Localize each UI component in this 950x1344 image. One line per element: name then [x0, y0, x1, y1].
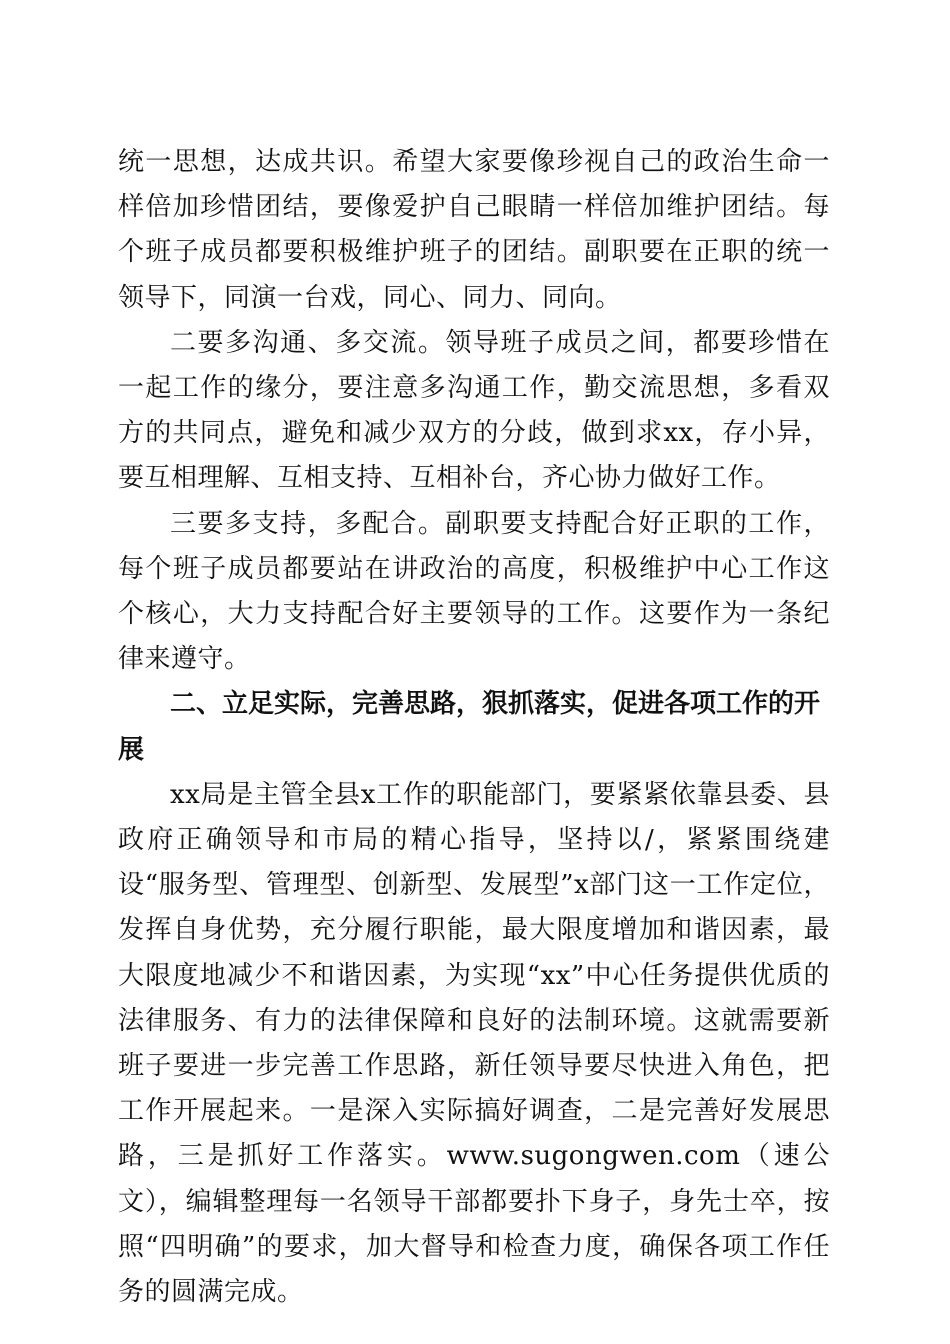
paragraph-communication: 二要多沟通、多交流。领导班子成员之间，都要珍惜在一起工作的缘分，要注意多沟通工作，勤交流思想，多看双方的共同点，避免和减少双方的分歧，做到求xx，存小异，要互相理解、互相支持、互相补台，齐心协力做好工作。	[118, 327, 830, 494]
document-body	[118, 140, 830, 1315]
paragraph-work-plan: xx局是主管全县x工作的职能部门，要紧紧依靠县委、县政府正确领导和市局的精心指导，坚持以/，紧紧围绕建设“服务型、管理型、创新型、发展型”x部门这一工作定位，发挥自身优势，充分履行职能，最大限度增加和谐因素，最大限度地减少不和谐因素，为实现“xx”中心任务提供优质的法律服务、有力的法律保障和良好的法制环境。这就需要新班子要进一步完善工作思路，新任领导要尽快进入角色，把工作开展起来。一是深入实际搞好调查，二是完善好发展思路，三是抓好工作落实。www.sugongwen.com（速公文），编辑整理每一名领导干部都要扑下身子，身先士卒，按照“四明确”的要求，加大督导和检查力度，确保各项工作任务的圆满完成。	[118, 779, 830, 1308]
paragraph-support: 三要多支持，多配合。副职要支持配合好正职的工作，每个班子成员都要站在讲政治的高度，积极维护中心工作这个核心，大力支持配合好主要领导的工作。这要作为一条纪律来遵守。	[118, 508, 830, 675]
paragraph-unity: 统一思想，达成共识。希望大家要像珍视自己的政治生命一样倍加珍惜团结，要像爱护自己眼睛一样倍加维护团结。每个班子成员都要积极维护班子的团结。副职要在正职的统一领导下，同演一台戏，同心、同力、同向。	[118, 147, 830, 313]
section-heading: 二、立足实际，完善思路，狠抓落实，促进各项工作的开展	[118, 689, 821, 765]
